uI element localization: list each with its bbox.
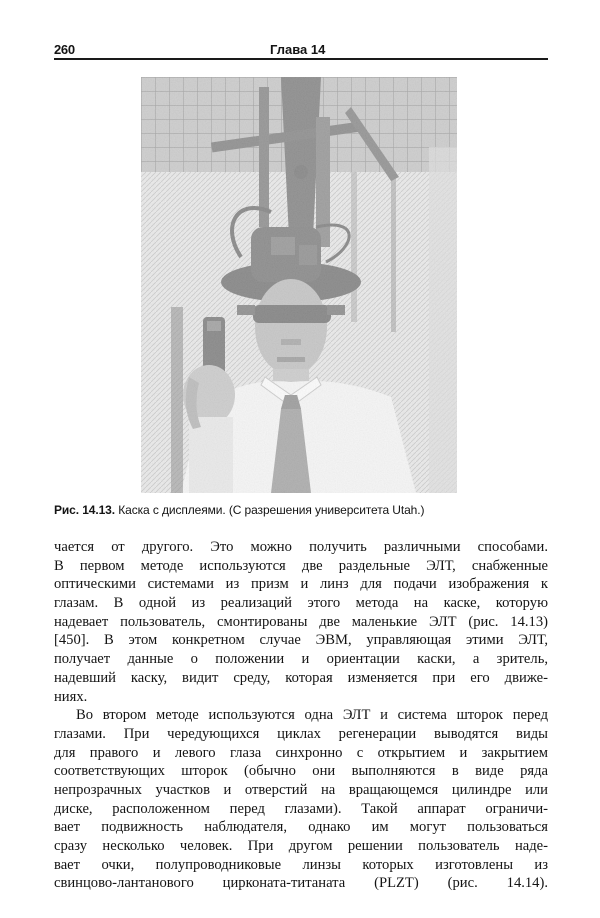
body-text [54,538,548,893]
text-line: глазам. В одной из реализаций этого метода на каске, которую [54,595,548,612]
text-line: диске, расположенном перед глазами). Такой аппарат ограничи- [54,800,548,817]
text-line: надевший каску, видит среду, которая изменяется при его движе- [54,669,548,686]
text-line: сразу несколько человек. При другом решении пользователь наде- [54,838,548,854]
text-line: вает подвижность наблюдателя, однако им могут пользоваться [54,819,548,836]
text-line: вает очки, полупроводниковые линзы которых изготовлены из [54,856,548,873]
text-line: [450]. В этом конкретном случае ЭВМ, управляющая этими ЭЛТ, [54,632,548,649]
header-rule [54,58,548,60]
text-line: для правого и левого глаза синхронно с открытием и закрытием [54,744,548,761]
text-line: ниях. [54,688,88,705]
text-line: Во втором методе используются одна ЭЛТ и система шторок перед [76,707,548,724]
figure-caption-text: Каска с дисплеями. (С разрешения университета Utah.) [118,503,425,517]
chapter-running-head: Глава 14 [270,42,326,57]
text-line: получает данные о положении и ориентации каски, а зритель, [54,651,548,668]
text-line: свинцово-лантанового цирконата-титаната (PLZT) (рис. 14.14). [54,875,548,892]
paragraph-2 [54,706,548,893]
figure-caption [54,503,548,517]
page-number: 260 [54,42,75,57]
text-line: соответствующих шторок (обычно они выполняются в виде ряда [54,763,548,780]
figure-number: Рис. 14.13. [54,503,115,517]
text-line: непрозрачных участков и отверстий на вращающемся цилиндре или [54,781,548,798]
text-line: чается от другого. Это можно получить различными способами. [54,539,548,555]
figure-photo-helmet-display [141,77,457,493]
text-line: оптическими системами из призм и линз для подачи изображения к [54,576,548,593]
text-line: глазами. При чередующихся циклах регенерации выводятся виды [54,725,548,742]
text-line: В первом методе используются две раздельные ЭЛТ, снабженные [54,557,548,574]
page-header [54,40,548,60]
text-line: надевает пользователь, смонтированы две маленькие ЭЛТ (рис. 14.13) [54,613,548,630]
helmet-photo-illustration [141,77,457,493]
paragraph-1 [54,538,548,706]
